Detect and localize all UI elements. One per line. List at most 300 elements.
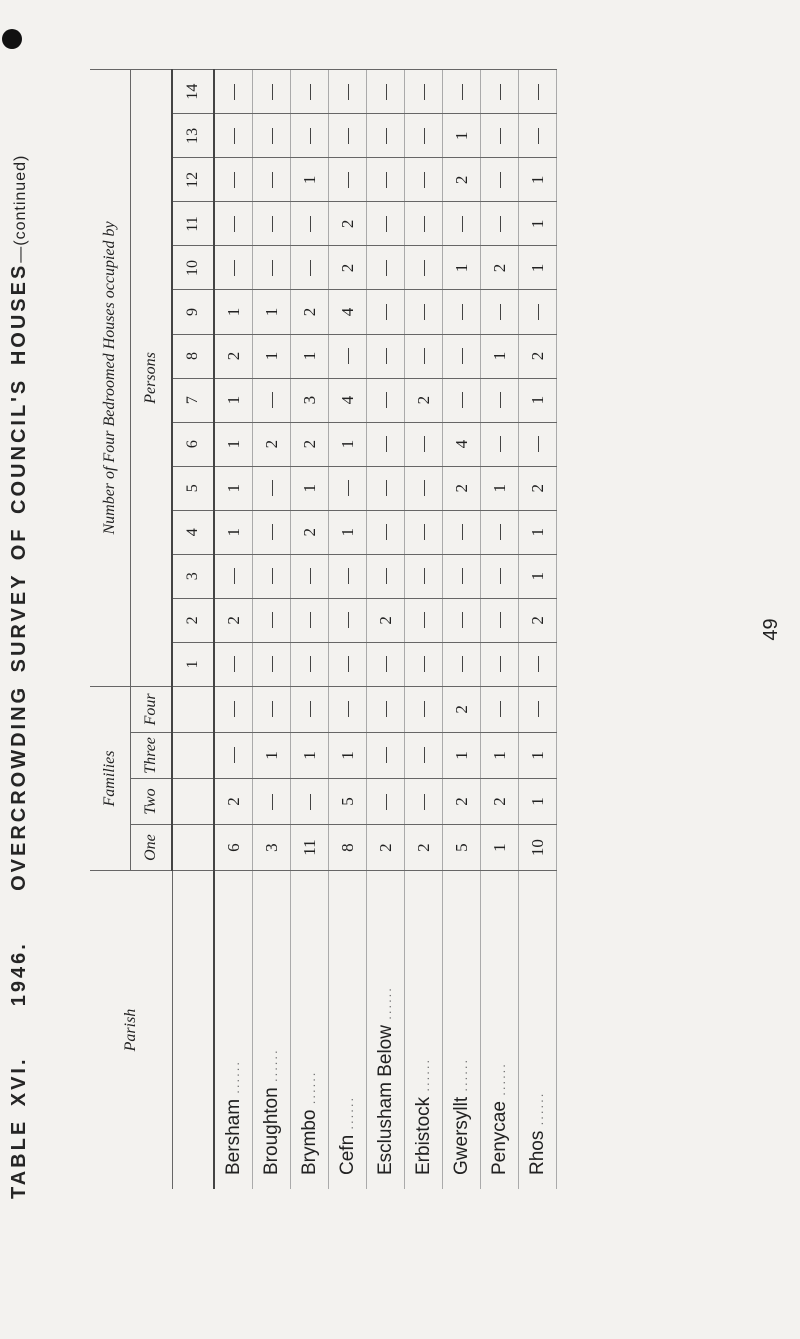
dash-mark bbox=[386, 436, 387, 452]
person-count-header: 2 bbox=[172, 598, 214, 642]
dash-mark bbox=[538, 84, 539, 100]
house-count-cell bbox=[405, 158, 443, 202]
house-count-cell: 2 bbox=[405, 378, 443, 422]
person-count-header: 8 bbox=[172, 334, 214, 378]
dash-mark bbox=[272, 701, 273, 717]
house-count-cell bbox=[214, 114, 253, 158]
dash-mark bbox=[386, 701, 387, 717]
dash-mark bbox=[386, 747, 387, 763]
house-count-cell bbox=[214, 554, 253, 598]
dash-mark bbox=[348, 568, 349, 584]
house-count-cell bbox=[253, 466, 291, 510]
dash-mark bbox=[424, 480, 425, 496]
dash-mark bbox=[272, 392, 273, 408]
dash-mark bbox=[424, 216, 425, 232]
house-count-cell: 1 bbox=[443, 246, 481, 290]
page-number: 49 bbox=[760, 618, 782, 641]
house-count-cell bbox=[253, 158, 291, 202]
dash-mark bbox=[462, 304, 463, 320]
family-count-cell bbox=[214, 686, 253, 732]
dash-mark bbox=[310, 701, 311, 717]
house-count-cell bbox=[405, 202, 443, 246]
dash-mark bbox=[424, 348, 425, 364]
house-count-cell bbox=[329, 114, 367, 158]
house-count-cell bbox=[329, 70, 367, 114]
person-count-header: 14 bbox=[172, 70, 214, 114]
house-count-cell bbox=[253, 114, 291, 158]
house-count-cell: 4 bbox=[443, 422, 481, 466]
house-count-cell bbox=[481, 510, 519, 554]
dash-mark bbox=[424, 436, 425, 452]
house-count-cell: 2 bbox=[214, 598, 253, 642]
family-count-cell: 1 bbox=[481, 825, 519, 871]
dash-mark bbox=[500, 304, 501, 320]
house-count-cell: 1 bbox=[291, 334, 329, 378]
house-count-cell bbox=[329, 642, 367, 686]
family-count-cell: 1 bbox=[443, 732, 481, 778]
dash-mark bbox=[348, 612, 349, 628]
dash-mark bbox=[500, 612, 501, 628]
dash-mark bbox=[272, 172, 273, 188]
table-row bbox=[519, 70, 557, 1190]
family-count-cell bbox=[405, 778, 443, 824]
dash-mark bbox=[310, 84, 311, 100]
house-count-cell bbox=[253, 642, 291, 686]
family-count-cell bbox=[253, 778, 291, 824]
dash-mark bbox=[386, 216, 387, 232]
family-col-header: One bbox=[131, 825, 173, 871]
dash-mark bbox=[424, 524, 425, 540]
dash-mark bbox=[386, 568, 387, 584]
house-count-cell bbox=[291, 642, 329, 686]
dash-mark bbox=[234, 260, 235, 276]
house-count-cell bbox=[291, 554, 329, 598]
dash-mark bbox=[310, 612, 311, 628]
page-number-wrap bbox=[760, 0, 783, 1299]
house-count-cell: 1 bbox=[214, 466, 253, 510]
dash-mark bbox=[386, 480, 387, 496]
house-count-cell: 4 bbox=[329, 378, 367, 422]
dash-mark bbox=[538, 304, 539, 320]
house-count-cell: 2 bbox=[519, 466, 557, 510]
family-col-header: Three bbox=[131, 732, 173, 778]
dash-mark bbox=[500, 84, 501, 100]
house-count-cell bbox=[253, 378, 291, 422]
person-count-header: 4 bbox=[172, 510, 214, 554]
house-count-cell bbox=[481, 158, 519, 202]
house-count-cell bbox=[405, 642, 443, 686]
house-count-cell bbox=[405, 334, 443, 378]
house-count-cell bbox=[405, 290, 443, 334]
table-row bbox=[443, 70, 481, 1190]
dash-mark bbox=[500, 128, 501, 144]
page-heading bbox=[8, 139, 31, 1199]
family-count-cell: 10 bbox=[519, 825, 557, 871]
dash-mark bbox=[348, 172, 349, 188]
house-count-cell: 2 bbox=[329, 202, 367, 246]
persons-header: Persons bbox=[131, 70, 173, 687]
dash-mark bbox=[386, 392, 387, 408]
house-count-cell bbox=[481, 70, 519, 114]
family-count-cell bbox=[405, 686, 443, 732]
house-count-cell bbox=[405, 70, 443, 114]
dash-mark bbox=[500, 656, 501, 672]
dash-mark bbox=[348, 128, 349, 144]
person-count-header: 11 bbox=[172, 202, 214, 246]
house-count-cell bbox=[367, 70, 405, 114]
family-count-cell bbox=[253, 686, 291, 732]
house-count-cell bbox=[481, 422, 519, 466]
dash-mark bbox=[424, 84, 425, 100]
dash-mark bbox=[538, 701, 539, 717]
dash-mark bbox=[500, 392, 501, 408]
dash-mark bbox=[424, 612, 425, 628]
house-count-cell bbox=[329, 334, 367, 378]
dash-mark bbox=[272, 524, 273, 540]
house-count-cell bbox=[443, 510, 481, 554]
house-count-cell bbox=[291, 598, 329, 642]
house-count-cell bbox=[367, 334, 405, 378]
house-count-cell bbox=[519, 70, 557, 114]
house-count-cell bbox=[443, 642, 481, 686]
dash-mark bbox=[462, 84, 463, 100]
dash-mark bbox=[310, 794, 311, 810]
dash-mark bbox=[500, 436, 501, 452]
dash-mark bbox=[272, 128, 273, 144]
person-count-header: 3 bbox=[172, 554, 214, 598]
family-count-cell: 2 bbox=[367, 825, 405, 871]
house-count-cell bbox=[443, 334, 481, 378]
house-count-cell: 1 bbox=[253, 290, 291, 334]
dash-mark bbox=[386, 524, 387, 540]
dash-mark bbox=[500, 216, 501, 232]
house-count-cell: 2 bbox=[329, 246, 367, 290]
family-count-cell bbox=[405, 732, 443, 778]
house-count-cell: 1 bbox=[291, 158, 329, 202]
family-count-cell bbox=[481, 686, 519, 732]
house-count-cell bbox=[481, 114, 519, 158]
family-count-cell: 1 bbox=[481, 732, 519, 778]
continued-label: —(continued) bbox=[12, 154, 29, 263]
house-count-cell bbox=[443, 598, 481, 642]
house-count-cell: 2 bbox=[214, 334, 253, 378]
dash-mark bbox=[348, 480, 349, 496]
house-count-cell bbox=[329, 158, 367, 202]
dash-mark bbox=[538, 436, 539, 452]
dash-mark bbox=[386, 260, 387, 276]
bullet-mark bbox=[2, 29, 22, 49]
family-count-cell: 1 bbox=[519, 732, 557, 778]
table-row bbox=[214, 70, 253, 1190]
house-count-cell bbox=[481, 290, 519, 334]
house-count-cell: 2 bbox=[443, 158, 481, 202]
dash-mark bbox=[386, 656, 387, 672]
dash-mark bbox=[348, 701, 349, 717]
family-col-header: Two bbox=[131, 778, 173, 824]
dash-mark bbox=[462, 216, 463, 232]
dash-mark bbox=[424, 128, 425, 144]
family-count-cell: 6 bbox=[214, 825, 253, 871]
house-count-cell bbox=[405, 246, 443, 290]
house-count-cell: 1 bbox=[519, 202, 557, 246]
dash-mark bbox=[462, 392, 463, 408]
dash-mark bbox=[348, 84, 349, 100]
dash-mark bbox=[234, 568, 235, 584]
dash-mark bbox=[462, 524, 463, 540]
house-count-cell bbox=[481, 598, 519, 642]
house-count-cell bbox=[253, 510, 291, 554]
parish-cell: Gwersyllt ...... bbox=[443, 871, 481, 1189]
house-count-cell: 3 bbox=[291, 378, 329, 422]
table-row bbox=[253, 70, 291, 1190]
parish-cell: Esclusham Below ...... bbox=[367, 871, 405, 1189]
house-count-cell: 2 bbox=[519, 334, 557, 378]
person-count-header: 10 bbox=[172, 246, 214, 290]
house-count-cell bbox=[367, 114, 405, 158]
parish-cell: Erbistock ...... bbox=[405, 871, 443, 1189]
dash-mark bbox=[462, 612, 463, 628]
house-count-cell bbox=[214, 202, 253, 246]
family-count-cell: 2 bbox=[481, 778, 519, 824]
family-count-cell: 5 bbox=[329, 778, 367, 824]
dash-mark bbox=[310, 260, 311, 276]
family-count-cell bbox=[519, 686, 557, 732]
dash-mark bbox=[234, 747, 235, 763]
house-count-cell bbox=[443, 202, 481, 246]
dash-mark bbox=[462, 348, 463, 364]
house-count-cell bbox=[405, 510, 443, 554]
house-count-cell: 1 bbox=[519, 554, 557, 598]
family-count-cell bbox=[291, 686, 329, 732]
parish-cell: Bersham ...... bbox=[214, 871, 253, 1189]
house-count-cell: 1 bbox=[519, 510, 557, 554]
table-row bbox=[405, 70, 443, 1190]
parish-cell: Penycae ...... bbox=[481, 871, 519, 1189]
dash-mark bbox=[424, 568, 425, 584]
house-count-cell: 2 bbox=[291, 422, 329, 466]
table-row bbox=[291, 70, 329, 1190]
house-count-cell: 2 bbox=[367, 598, 405, 642]
table-row bbox=[329, 70, 367, 1190]
family-count-cell: 1 bbox=[253, 732, 291, 778]
dash-mark bbox=[272, 794, 273, 810]
family-count-cell bbox=[367, 686, 405, 732]
dash-mark bbox=[424, 794, 425, 810]
dash-mark bbox=[462, 568, 463, 584]
house-count-cell: 1 bbox=[214, 290, 253, 334]
house-count-cell bbox=[481, 642, 519, 686]
house-count-cell bbox=[481, 378, 519, 422]
parish-cell: Brymbo ...... bbox=[291, 871, 329, 1189]
house-count-cell bbox=[405, 114, 443, 158]
family-count-cell: 3 bbox=[253, 825, 291, 871]
dash-mark bbox=[386, 304, 387, 320]
family-count-cell bbox=[367, 778, 405, 824]
house-count-cell bbox=[367, 422, 405, 466]
family-count-cell bbox=[329, 686, 367, 732]
family-count-cell: 2 bbox=[443, 686, 481, 732]
house-count-cell: 1 bbox=[253, 334, 291, 378]
person-count-header: 6 bbox=[172, 422, 214, 466]
survey-title: OVERCROWDING SURVEY OF COUNCIL'S HOUSES bbox=[8, 262, 30, 891]
dash-mark bbox=[386, 128, 387, 144]
table-row bbox=[481, 70, 519, 1190]
house-count-cell bbox=[519, 114, 557, 158]
dash-mark bbox=[272, 568, 273, 584]
house-count-cell bbox=[253, 598, 291, 642]
family-count-cell: 2 bbox=[214, 778, 253, 824]
house-count-cell: 2 bbox=[481, 246, 519, 290]
dash-mark bbox=[310, 216, 311, 232]
house-count-cell bbox=[481, 202, 519, 246]
dash-mark bbox=[500, 172, 501, 188]
table-label: TABLE XVI. bbox=[8, 1056, 30, 1199]
dash-mark bbox=[310, 128, 311, 144]
family-count-cell: 5 bbox=[443, 825, 481, 871]
person-count-header: 9 bbox=[172, 290, 214, 334]
dash-mark bbox=[234, 701, 235, 717]
house-count-cell: 1 bbox=[329, 422, 367, 466]
dash-mark bbox=[424, 701, 425, 717]
house-count-cell bbox=[367, 158, 405, 202]
parish-cell: Cefn ...... bbox=[329, 871, 367, 1189]
house-count-cell: 2 bbox=[443, 466, 481, 510]
dash-mark bbox=[234, 216, 235, 232]
house-count-cell bbox=[253, 70, 291, 114]
dash-mark bbox=[386, 172, 387, 188]
family-count-cell: 2 bbox=[405, 825, 443, 871]
house-count-cell bbox=[405, 466, 443, 510]
family-count-cell: 1 bbox=[291, 732, 329, 778]
house-count-cell: 1 bbox=[329, 510, 367, 554]
house-count-cell bbox=[367, 466, 405, 510]
house-count-cell bbox=[367, 202, 405, 246]
dash-mark bbox=[424, 260, 425, 276]
dash-mark bbox=[348, 348, 349, 364]
house-count-cell bbox=[214, 642, 253, 686]
parish-cell: Rhos ...... bbox=[519, 871, 557, 1189]
dash-mark bbox=[500, 568, 501, 584]
house-count-cell bbox=[443, 378, 481, 422]
house-count-cell: 2 bbox=[291, 290, 329, 334]
dash-mark bbox=[234, 656, 235, 672]
parish-cell: Broughton ...... bbox=[253, 871, 291, 1189]
house-count-cell bbox=[519, 642, 557, 686]
house-count-cell bbox=[214, 70, 253, 114]
house-count-cell: 1 bbox=[214, 378, 253, 422]
house-count-cell bbox=[291, 70, 329, 114]
dash-mark bbox=[538, 656, 539, 672]
overcrowding-table bbox=[90, 69, 557, 1189]
house-count-cell bbox=[291, 246, 329, 290]
family-count-cell bbox=[214, 732, 253, 778]
family-count-cell: 2 bbox=[443, 778, 481, 824]
house-count-cell bbox=[214, 246, 253, 290]
house-count-cell: 1 bbox=[519, 158, 557, 202]
family-count-cell: 1 bbox=[329, 732, 367, 778]
dash-mark bbox=[310, 656, 311, 672]
house-count-cell: 1 bbox=[481, 466, 519, 510]
house-count-cell bbox=[253, 246, 291, 290]
person-count-header: 7 bbox=[172, 378, 214, 422]
house-count-cell: 4 bbox=[329, 290, 367, 334]
dash-mark bbox=[272, 260, 273, 276]
house-count-cell bbox=[443, 554, 481, 598]
dash-mark bbox=[272, 480, 273, 496]
house-count-cell bbox=[329, 598, 367, 642]
person-count-header: 13 bbox=[172, 114, 214, 158]
house-count-cell bbox=[367, 510, 405, 554]
dash-mark bbox=[424, 304, 425, 320]
house-count-cell: 1 bbox=[519, 378, 557, 422]
family-count-cell bbox=[291, 778, 329, 824]
parish-header: Parish bbox=[90, 871, 172, 1189]
dash-mark bbox=[348, 656, 349, 672]
house-count-cell bbox=[214, 158, 253, 202]
house-count-cell bbox=[367, 378, 405, 422]
dash-mark bbox=[272, 612, 273, 628]
person-count-header: 5 bbox=[172, 466, 214, 510]
dash-mark bbox=[272, 84, 273, 100]
house-count-cell: 1 bbox=[481, 334, 519, 378]
house-count-cell: 1 bbox=[214, 510, 253, 554]
dash-mark bbox=[462, 656, 463, 672]
house-count-cell bbox=[519, 422, 557, 466]
dash-mark bbox=[424, 747, 425, 763]
year-label: 1946. bbox=[8, 941, 30, 1007]
house-count-cell: 2 bbox=[519, 598, 557, 642]
house-count-cell: 1 bbox=[291, 466, 329, 510]
house-count-cell bbox=[291, 114, 329, 158]
person-count-header: 1 bbox=[172, 642, 214, 686]
dash-mark bbox=[386, 348, 387, 364]
dash-mark bbox=[386, 84, 387, 100]
dash-mark bbox=[500, 524, 501, 540]
dash-mark bbox=[500, 701, 501, 717]
house-count-cell bbox=[253, 554, 291, 598]
house-count-cell bbox=[367, 554, 405, 598]
house-count-cell bbox=[367, 246, 405, 290]
dash-mark bbox=[234, 172, 235, 188]
house-count-cell: 1 bbox=[443, 114, 481, 158]
houses-occupied-header: Number of Four Bedroomed Houses occupied by bbox=[90, 70, 131, 687]
house-count-cell bbox=[443, 70, 481, 114]
house-count-cell: 2 bbox=[253, 422, 291, 466]
family-count-cell: 8 bbox=[329, 825, 367, 871]
house-count-cell bbox=[329, 554, 367, 598]
house-count-cell bbox=[291, 202, 329, 246]
house-count-cell bbox=[367, 642, 405, 686]
family-count-cell: 11 bbox=[291, 825, 329, 871]
house-count-cell bbox=[329, 466, 367, 510]
dash-mark bbox=[424, 656, 425, 672]
family-count-cell: 1 bbox=[519, 778, 557, 824]
dash-mark bbox=[538, 128, 539, 144]
dash-mark bbox=[386, 794, 387, 810]
family-count-cell bbox=[367, 732, 405, 778]
dash-mark bbox=[272, 656, 273, 672]
dash-mark bbox=[272, 216, 273, 232]
dash-mark bbox=[310, 568, 311, 584]
house-count-cell bbox=[405, 422, 443, 466]
person-count-header: 12 bbox=[172, 158, 214, 202]
house-count-cell bbox=[405, 554, 443, 598]
house-count-cell bbox=[367, 290, 405, 334]
table-row bbox=[367, 70, 405, 1190]
house-count-cell bbox=[481, 554, 519, 598]
dash-mark bbox=[234, 128, 235, 144]
house-count-cell: 1 bbox=[519, 246, 557, 290]
